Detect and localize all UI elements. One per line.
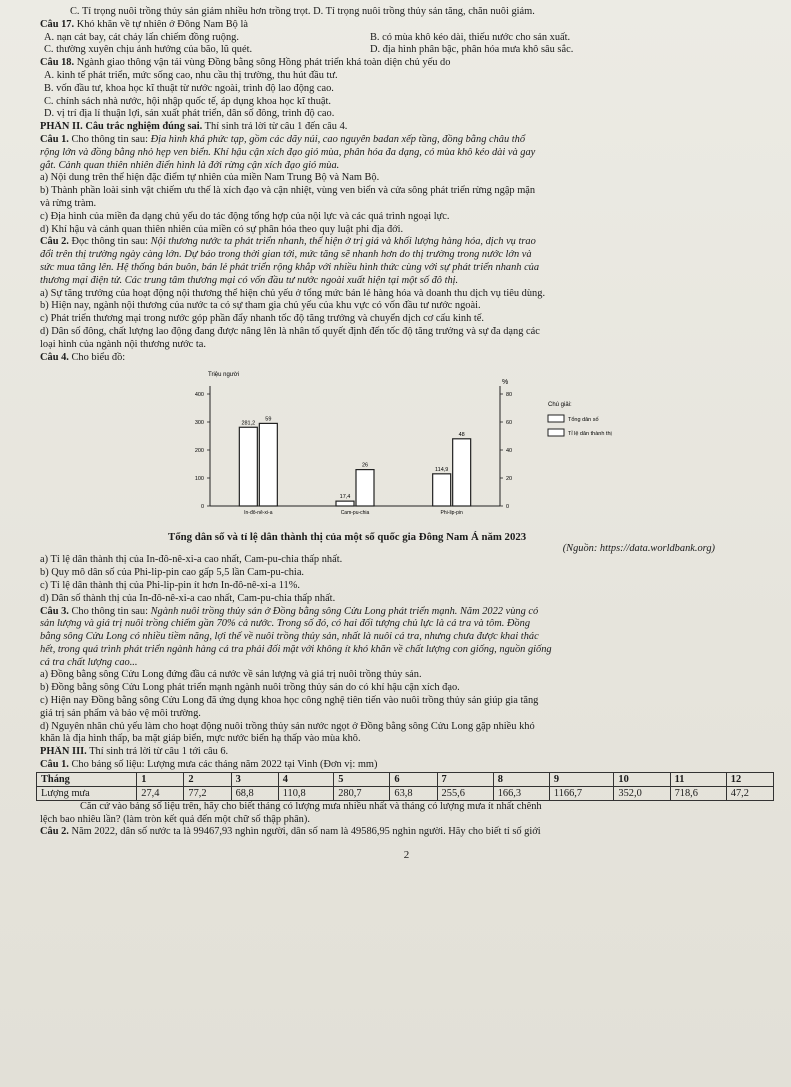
data-label-population: 114,9 (434, 467, 449, 474)
data-label-population: 281,2 (241, 420, 256, 427)
table-header-cell: 12 (726, 772, 773, 786)
p2-c1-d: d) Khí hậu và cảnh quan thiên nhiên của miền có sự phân hóa theo quy luật phi địa đới. (40, 223, 404, 235)
p2-c4-d: d) Dân số thành thị của In-đô-nê-xi-a cao nhất, Cam-pu-chia thấp nhất. (40, 592, 336, 604)
q17-option-d: D. địa hình phân bậc, phân hóa mưa khô sâu sắc. (370, 44, 574, 56)
part2-heading (40, 121, 773, 134)
x-tick-label: In-đô-nê-xi-a (244, 510, 273, 517)
p3-c1-q2: lệch bao nhiêu lần? (làm tròn kết quả đến một chữ số thập phân). (40, 813, 310, 825)
table-header-cell: 4 (278, 772, 334, 786)
table-cell: 63,8 (390, 786, 437, 800)
p2-c1-text1: Địa hình khá phức tạp, gồm các dãy núi, cao nguyên badan xếp tầng, đồng bằng châu thổ (150, 133, 526, 145)
p2-c1-c: c) Địa hình của miền đa dạng chủ yếu do tác động tổng hợp của nội lực và các quá trình ngoại lực. (40, 210, 450, 222)
table-header-cell: 6 (390, 772, 437, 786)
p2-c4-c: c) Tỉ lệ dân thành thị của Phi-lip-pin ít hơn In-đô-nê-xi-a 11%. (40, 579, 300, 591)
p3-c1-caption-line (40, 759, 773, 772)
table-header-cell: 11 (670, 772, 726, 786)
table-cell: 718,6 (670, 786, 726, 800)
p2-c3-a: a) Đồng bằng sông Cửu Long đứng đầu cả nước về sản lượng và giá trị nuôi trồng thủy sản. (40, 669, 422, 681)
p2-c1-b1: b) Thành phần loài sinh vật chiếm ưu thế là xích đạo và cận nhiệt, vùng ven biển và cửa sông phát triển rừng ngập mặn (40, 185, 536, 197)
table-row (37, 786, 774, 800)
table-cell: 27,4 (137, 786, 184, 800)
p2-c3-c1: c) Hiện nay Đồng bằng sông Cửu Long đã ứng dụng khoa học công nghệ tiên tiến vào nuôi trồng thủy sản giúp gia tăng (40, 695, 539, 707)
p2-c3-d2: khăn là địa hình thấp, ba mặt giáp biển, mực nước biển hạ thấp vào mùa khô. (40, 733, 361, 745)
p2-c4-b: b) Quy mô dân số của Phi-lip-pin cao gấp 5,5 lần Cam-pu-chia. (40, 567, 305, 579)
data-label-urban: 26 (361, 462, 369, 469)
p2-c1-intro: Cho thông tin sau: (71, 133, 148, 145)
table-row-label: Lượng mưa (37, 786, 137, 800)
chart-source: (Nguồn: https://data.worldbank.org) (562, 543, 715, 555)
right-axis-label: % (502, 379, 509, 387)
table-header-cell: 8 (493, 772, 549, 786)
table-header-cell: 5 (334, 772, 390, 786)
q17-label: Câu 17. (40, 18, 75, 30)
p2-c3-line1 (40, 606, 773, 619)
table-header-row (37, 772, 774, 786)
q17-option-a: A. nạn cát bay, cát chảy lấn chiếm đồng ruộng. (44, 31, 239, 43)
table-cell: 110,8 (278, 786, 334, 800)
bar-population (239, 428, 257, 507)
population-chart (170, 366, 690, 531)
bar-population (336, 501, 354, 506)
p2-c2-text3: sức mua tăng lên. Hệ thống bán buôn, bán lẻ phát triển rộng khắp với nhiều hình thức cùng với sự phát triển nhanh của (40, 261, 540, 273)
p2-c2-b: b) Hiện nay, ngành nội thương của nước ta có sự tham gia chủ yếu của khu vực có vốn đầu tư nước ngoài. (40, 300, 481, 312)
p3-c1-caption: Cho bảng số liệu: Lượng mưa các tháng năm 2022 tại Vinh (Đơn vị: mm) (71, 759, 378, 771)
p2-c1-label: Câu 1. (40, 133, 69, 145)
p3-c1-q1: Căn cứ vào bảng số liệu trên, hãy cho biết tháng có lượng mưa nhiều nhất và tháng có lượng mưa ít nhất chênh (80, 800, 542, 812)
table-header-cell: 10 (614, 772, 670, 786)
table-cell: 166,3 (493, 786, 549, 800)
p2-c2-d2: loại hình của ngành nội thương nước ta. (40, 338, 206, 350)
p2-c3-text3: bằng sông Cửu Long có nhiều tiềm năng, lợi thế về nuôi trồng thủy sản, nhất là nuôi cá tra, nhưng chưa được khai thác (40, 631, 539, 643)
table-cell: 1166,7 (549, 786, 614, 800)
x-tick-label: Cam-pu-chia (340, 510, 370, 517)
p2-c3-d1: d) Nguyên nhân chủ yếu làm cho hoạt động nuôi trồng thủy sản nước ngọt ở Đồng bằng sông Cửu Long gặp nhiều khó (40, 720, 535, 732)
p2-c1-text3: gắt. Cảnh quan thiên nhiên điển hình là đới rừng cận xích đạo gió mùa. (40, 159, 340, 171)
q16-option-c: C. Tỉ trọng nuôi trồng thủy sản giảm nhiều hơn trồng trọt. D. Tỉ trọng nuôi trồng thủy sản tăng, chăn nuôi giảm. (70, 6, 535, 17)
q18-option-d: D. vị trí địa lí thuận lợi, sản xuất phát triển, dân số đông, trình độ cao. (44, 108, 335, 120)
p2-c1-a: a) Nội dung trên thể hiện đặc điểm tự nhiên của miền Nam Trung Bộ và Nam Bộ. (40, 172, 380, 184)
p2-c3-text1: Ngành nuôi trồng thủy sản ở Đồng bằng sông Cửu Long phát triển mạnh. Năm 2022 vùng có (150, 605, 539, 617)
p2-c2-text4: thương mại điện tử. Các trung tâm thương mại có vốn đầu tư nước ngoài xuất hiện tại một số đô thị. (40, 274, 459, 286)
p3-c1-label: Câu 1. (40, 759, 69, 771)
p2-c2-text2: đổi trên thị trường ngày càng lớn. Dự báo trong thời gian tới, mức tăng sẽ nhanh hơn do thị trường trong nước lớn và (40, 249, 532, 261)
table-cell: 68,8 (231, 786, 278, 800)
p2-c3-label: Câu 3. (40, 605, 69, 617)
p2-c2-text1: Nội thương nước ta phát triển nhanh, thể hiện ở trị giá và khối lượng hàng hóa, dịch vụ trao (150, 236, 536, 248)
q17-option-b: B. có mùa khô kéo dài, thiếu nước cho sản xuất. (370, 31, 571, 43)
p2-c1-b2: và rừng tràm. (40, 197, 97, 209)
table-cell: 47,2 (726, 786, 773, 800)
table-cell: 77,2 (184, 786, 231, 800)
bar-population (433, 474, 451, 506)
table-header-cell: 3 (231, 772, 278, 786)
left-tick-label: 0 (200, 504, 204, 511)
bar-urban-rate (259, 424, 277, 507)
table-header-label: Tháng (37, 772, 137, 786)
part3-heading-rest: Thí sinh trả lời từ câu 1 tới câu 6. (89, 746, 229, 758)
left-tick-label: 100 (194, 476, 204, 483)
part3-heading-bold: PHẦN III. (40, 746, 87, 758)
left-axis-label: Triệu người (208, 372, 240, 379)
right-tick-label: 80 (506, 392, 513, 399)
right-tick-label: 0 (506, 504, 510, 511)
left-tick-label: 400 (194, 392, 204, 399)
table-cell: 280,7 (334, 786, 390, 800)
p3-c2-label: Câu 2. (40, 826, 69, 838)
right-tick-label: 20 (506, 476, 513, 483)
p2-c4-label: Câu 4. (40, 351, 69, 363)
legend-swatch-urban (548, 429, 564, 436)
p2-c3-intro: Cho thông tin sau: (71, 605, 148, 617)
p2-c2-line1 (40, 236, 773, 249)
p2-c2-a: a) Sự tăng trưởng của hoạt động nội thương thể hiện chủ yếu ở tổng mức bán lẻ hàng hóa và doanh thu dịch vụ tiêu dùng. (40, 287, 546, 299)
part2-heading-bold: PHẦN II. Câu trắc nghiệm đúng sai. (40, 121, 203, 133)
q17-options-ab (40, 32, 773, 45)
q18-label: Câu 18. (40, 57, 75, 69)
q18-option-c: C. chính sách nhà nước, hội nhập quốc tế, áp dụng khoa học kĩ thuật. (44, 95, 331, 107)
data-label-urban: 59 (265, 416, 272, 423)
legend-title: Chú giải: (548, 402, 572, 409)
p2-c3-text2: sản lượng và giá trị nuôi trồng chiếm gần 70% cả nước. Trong số đó, có hai đối tượng chủ lực là cá tra và tôm. Đồng (40, 618, 531, 630)
table-cell: 255,6 (437, 786, 493, 800)
chart-plot (195, 386, 512, 516)
q17-text: Khó khăn về tự nhiên ở Đông Nam Bộ là (76, 18, 248, 30)
table-cell: 352,0 (614, 786, 670, 800)
q17-stem (40, 19, 773, 32)
q17-option-c: C. thường xuyên chịu ảnh hưởng của bão, lũ quét. (44, 44, 253, 56)
legend-swatch-population (548, 415, 564, 422)
p2-c4-a: a) Tỉ lệ dân thành thị của In-đô-nê-xi-a cao nhất, Cam-pu-chia thấp nhất. (40, 554, 343, 566)
rainfall-table (36, 772, 774, 801)
q17-options-cd (40, 44, 773, 57)
legend-label-population: Tổng dân số (568, 417, 599, 424)
left-tick-label: 200 (194, 448, 204, 455)
p2-c2-d1: d) Dân số đông, chất lượng lao động đang được nâng lên là nhân tố quyết định đến tốc độ tăng trưởng và sự đa dạng các (40, 325, 540, 337)
table-header-cell: 2 (184, 772, 231, 786)
bar-urban-rate (356, 470, 374, 506)
chart-title: Tổng dân số và tỉ lệ dân thành thị của một số quốc gia Đông Nam Á năm 2023 (168, 531, 527, 544)
right-tick-label: 60 (506, 420, 513, 427)
p2-c4-intro: Cho biểu đồ: (71, 351, 126, 363)
p3-c2-text: Năm 2022, dân số nước ta là 99467,93 nghìn người, dân số nam là 49586,95 nghìn người. Hãy cho biết tỉ số giới (71, 826, 541, 838)
x-tick-label: Phi-lip-pin (440, 510, 463, 517)
part2-heading-rest: Thí sinh trả lời từ câu 1 đến câu 4. (204, 121, 348, 133)
q18-stem (40, 57, 773, 70)
bar-urban-rate (453, 439, 471, 506)
data-label-urban: 48 (458, 432, 465, 439)
p2-c3-text4: hết, trong quá trình phát triển ngành hàng cá tra phải đối mặt với không ít khó khăn về chất lượng con giống, nguồn giống (40, 643, 552, 655)
data-label-population: 17,4 (339, 494, 351, 501)
q18-option-a: A. kinh tế phát triển, mức sống cao, nhu cầu thị trường, thu hút đầu tư. (44, 69, 338, 81)
p2-c4-line (40, 352, 773, 365)
p2-c1-text2: rộng lớn và đồng bằng nhỏ hẹp ven biển. Khí hậu cận xích đạo gió mùa, phân hóa đa dạng, có mùa khô kéo dài và gay (40, 146, 536, 158)
table-header-cell: 7 (437, 772, 493, 786)
right-tick-label: 40 (506, 448, 513, 455)
chart-svg (170, 366, 690, 531)
table-header-cell: 1 (137, 772, 184, 786)
page-number: 2 (403, 849, 410, 862)
p2-c3-c2: giá trị sản phẩm và bảo vệ môi trường. (40, 707, 201, 719)
p2-c2-c: c) Phát triển thương mại trong nước góp phần đẩy nhanh tốc độ tăng trưởng và chuyển dịch cơ cấu kinh tế. (40, 313, 484, 325)
left-tick-label: 300 (194, 420, 204, 427)
p2-c2-intro: Đọc thông tin sau: (71, 236, 148, 248)
part3-heading (40, 746, 773, 759)
q18-text: Ngành giao thông vận tải vùng Đồng bằng sông Hồng phát triển khá toàn diện chủ yếu do (76, 57, 451, 69)
p2-c2-label: Câu 2. (40, 236, 69, 248)
legend-label-urban: Tỉ lệ dân thành thị (568, 431, 612, 438)
p2-c3-b: b) Đồng bằng sông Cửu Long phát triển mạnh ngành nuôi trồng thủy sản do có khí hậu cận xích đạo. (40, 682, 460, 694)
q18-option-b: B. vốn đầu tư, khoa học kĩ thuật từ nước ngoài, trình độ lao động cao. (44, 82, 334, 94)
table-header-cell: 9 (549, 772, 614, 786)
p2-c3-text5: cá tra chất lượng cao... (40, 656, 138, 668)
p3-c2-line (40, 826, 773, 839)
chart-legend (548, 402, 612, 437)
p2-c1-line1 (40, 134, 773, 147)
